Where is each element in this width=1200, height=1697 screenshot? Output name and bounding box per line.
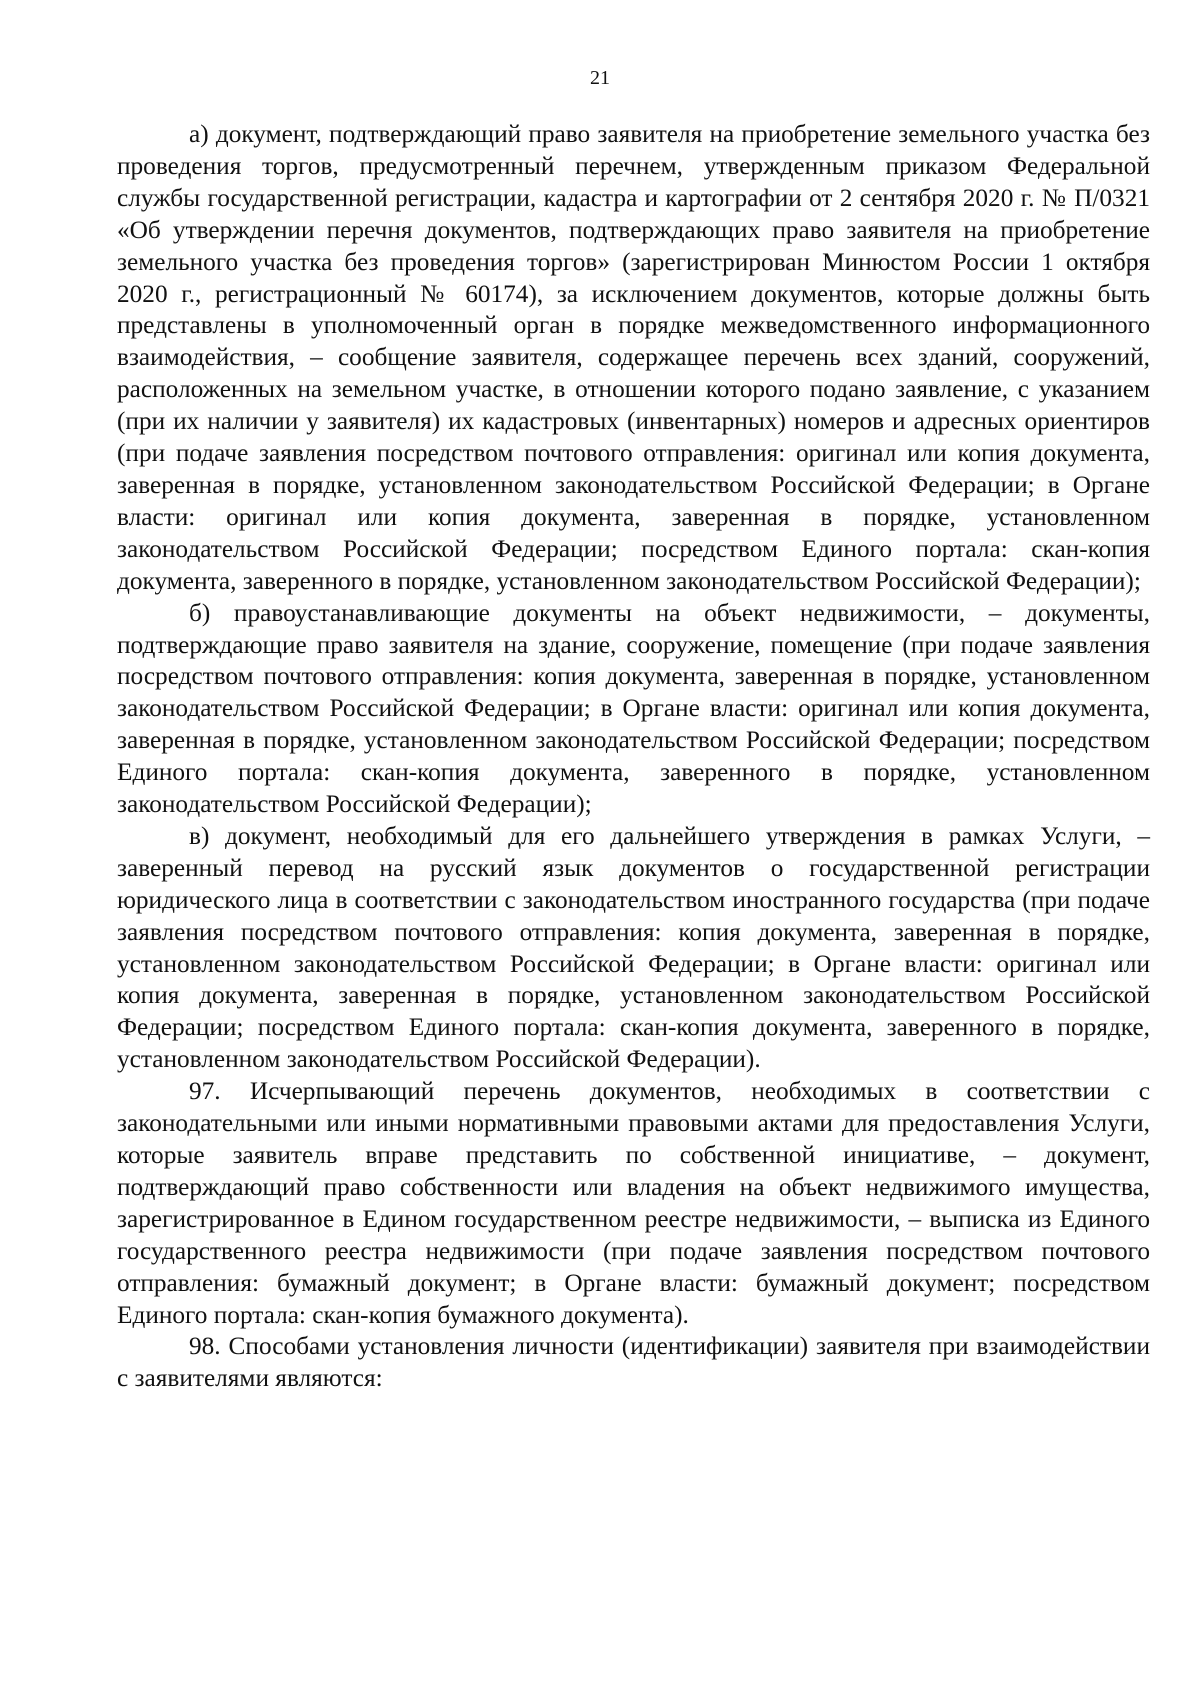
paragraph-b: б) правоустанавливающие документы на объект недвижимости, – документы, подтверждающие право заявителя на здание, сооружение, помещение (при подаче заявления посредством почтового отправления: копия документа, заверенная в порядке, установленном законодательством Российской Федерации; в Органе власти: оригинал или копия документа, заверенная в порядке, установленном законодательством Российской Федерации; посредством Единого портала: скан-копия документа, заверенного в порядке, установленном законодательством Российской Федерации);	[117, 598, 1150, 819]
page-number: 21	[590, 67, 610, 89]
paragraph-98: 98. Способами установления личности (идентификации) заявителя при взаимодействии с заявителями являются:	[117, 1332, 1150, 1393]
paragraph-a: а) документ, подтверждающий право заявителя на приобретение земельного участка без проведения торгов, предусмотренный перечнем, утвержденным приказом Федеральной службы государственной регистрации, кадастра и картографии от 2 сентября 2020 г. № П/0321 «Об утверждении перечня документов, подтверждающих право заявителя на приобретение земельного участка без проведения торгов» (зарегистрирован Минюстом России 1 октября 2020 г., регистрационный № 60174), за исключением документов, которые должны быть представлены в уполномоченный орган в порядке межведомственного информационного взаимодействия, – сообщение заявителя, содержащее перечень всех зданий, сооружений, расположенных на земельном участке, в отношении которого подано заявление, с указанием (при их наличии у заявителя) их кадастровых (инвентарных) номеров и адресных ориентиров (при подаче заявления посредством почтового отправления: оригинал или копия документа, заверенная в порядке, установленном законодательством Российской Федерации; в Органе власти: оригинал или копия документа, заверенная в порядке, установленном законодательством Российской Федерации; посредством Единого портала: скан-копия документа, заверенного в порядке, установленном законодательством Российской Федерации);	[117, 120, 1150, 595]
paragraph-v: в) документ, необходимый для его дальнейшего утверждения в рамках Услуги, – заверенный перевод на русский язык документов о государственной регистрации юридического лица в соответствии с законодательством иностранного государства (при подаче заявления посредством почтового отправления: копия документа, заверенная в порядке, установленном законодательством Российской Федерации; в Органе власти: оригинал или копия документа, заверенная в порядке, установленном законодательством Российской Федерации; посредством Единого портала: скан-копия документа, заверенного в порядке, установленном законодательством Российской Федерации).	[117, 821, 1150, 1074]
paragraph-97: 97. Исчерпывающий перечень документов, необходимых в соответствии с законодательными или иными нормативными правовыми актами для предоставления Услуги, которые заявитель вправе представить по собственной инициативе, – документ, подтверждающий право собственности или владения на объект недвижимого имущества, зарегистрированное в Едином государственном реестре недвижимости, – выписка из Единого государственного реестра недвижимости (при подаче заявления посредством почтового отправления: бумажный документ; в Органе власти: бумажный документ; посредством Единого портала: скан-копия бумажного документа).	[117, 1077, 1150, 1329]
document-body	[117, 119, 1150, 1395]
